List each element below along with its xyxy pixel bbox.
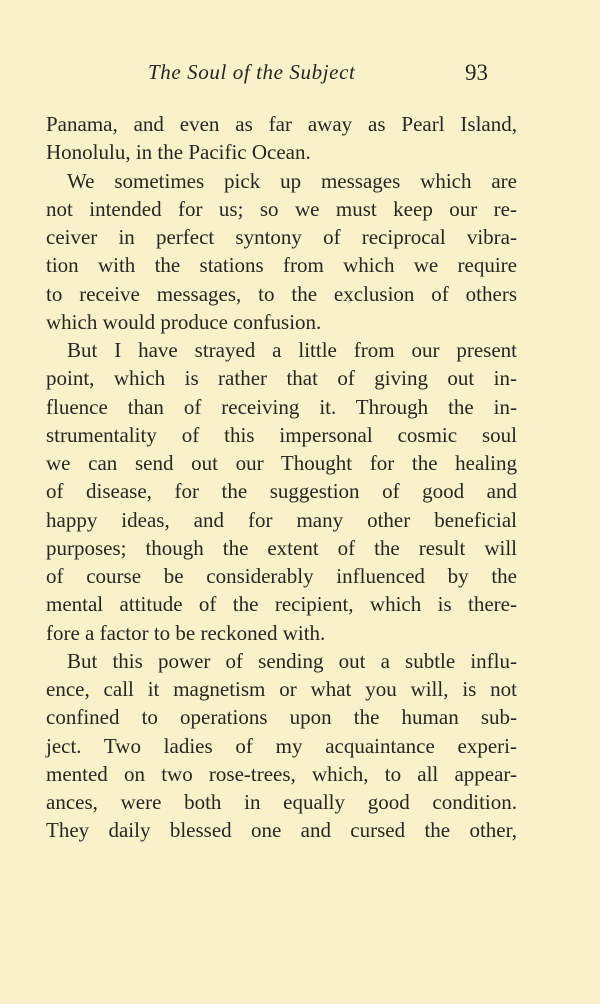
text-line: mental attitude of the recipient, which is there- [46, 592, 517, 617]
text-line: purposes; though the extent of the result will [46, 535, 517, 560]
text-line: We sometimes pick up messages which are [67, 168, 517, 193]
text-line: They daily blessed one and cursed the other, [46, 818, 517, 843]
text-line: But I have strayed a little from our present [67, 338, 517, 362]
text-line: ject. Two ladies of my acquaintance experi- [46, 733, 517, 758]
text-line: ances, were both in equally good condition. [46, 790, 517, 814]
text-line: tion with the stations from which we require [46, 253, 517, 278]
text-line: point, which is rather that of giving out in- [46, 366, 517, 391]
text-line: fore a factor to be reckoned with. [46, 620, 326, 645]
text-line: strumentality of this impersonal cosmic soul [46, 422, 517, 447]
text-line: ence, call it magnetism or what you will, is not [46, 677, 517, 701]
text-line: confined to operations upon the human sub- [46, 705, 517, 730]
text-line: happy ideas, and for many other beneficial [46, 507, 517, 532]
text-line: Honolulu, in the Pacific Ocean. [46, 140, 311, 165]
text-line: Panama, and even as far away as Pearl Island, [46, 112, 517, 136]
body-text [46, 110, 517, 845]
text-line: mented on two rose-trees, which, to all appear- [46, 761, 517, 786]
text-line: not intended for us; so we must keep our re- [46, 196, 517, 221]
text-line: fluence than of receiving it. Through the in- [46, 394, 517, 419]
page-number: 93 [465, 60, 488, 85]
text-line: But this power of sending out a subtle influ- [67, 648, 517, 673]
text-line: of disease, for the suggestion of good and [46, 479, 517, 504]
text-line: of course be considerably influenced by the [46, 564, 517, 588]
text-line: which would produce confusion. [46, 309, 322, 334]
running-title: The Soul of the Subject [148, 60, 356, 84]
text-line: to receive messages, to the exclusion of others [46, 281, 517, 306]
page-header [148, 60, 488, 90]
text-line: we can send out our Thought for the healing [46, 451, 517, 475]
text-line: ceiver in perfect syntony of reciprocal vibra- [46, 225, 517, 249]
